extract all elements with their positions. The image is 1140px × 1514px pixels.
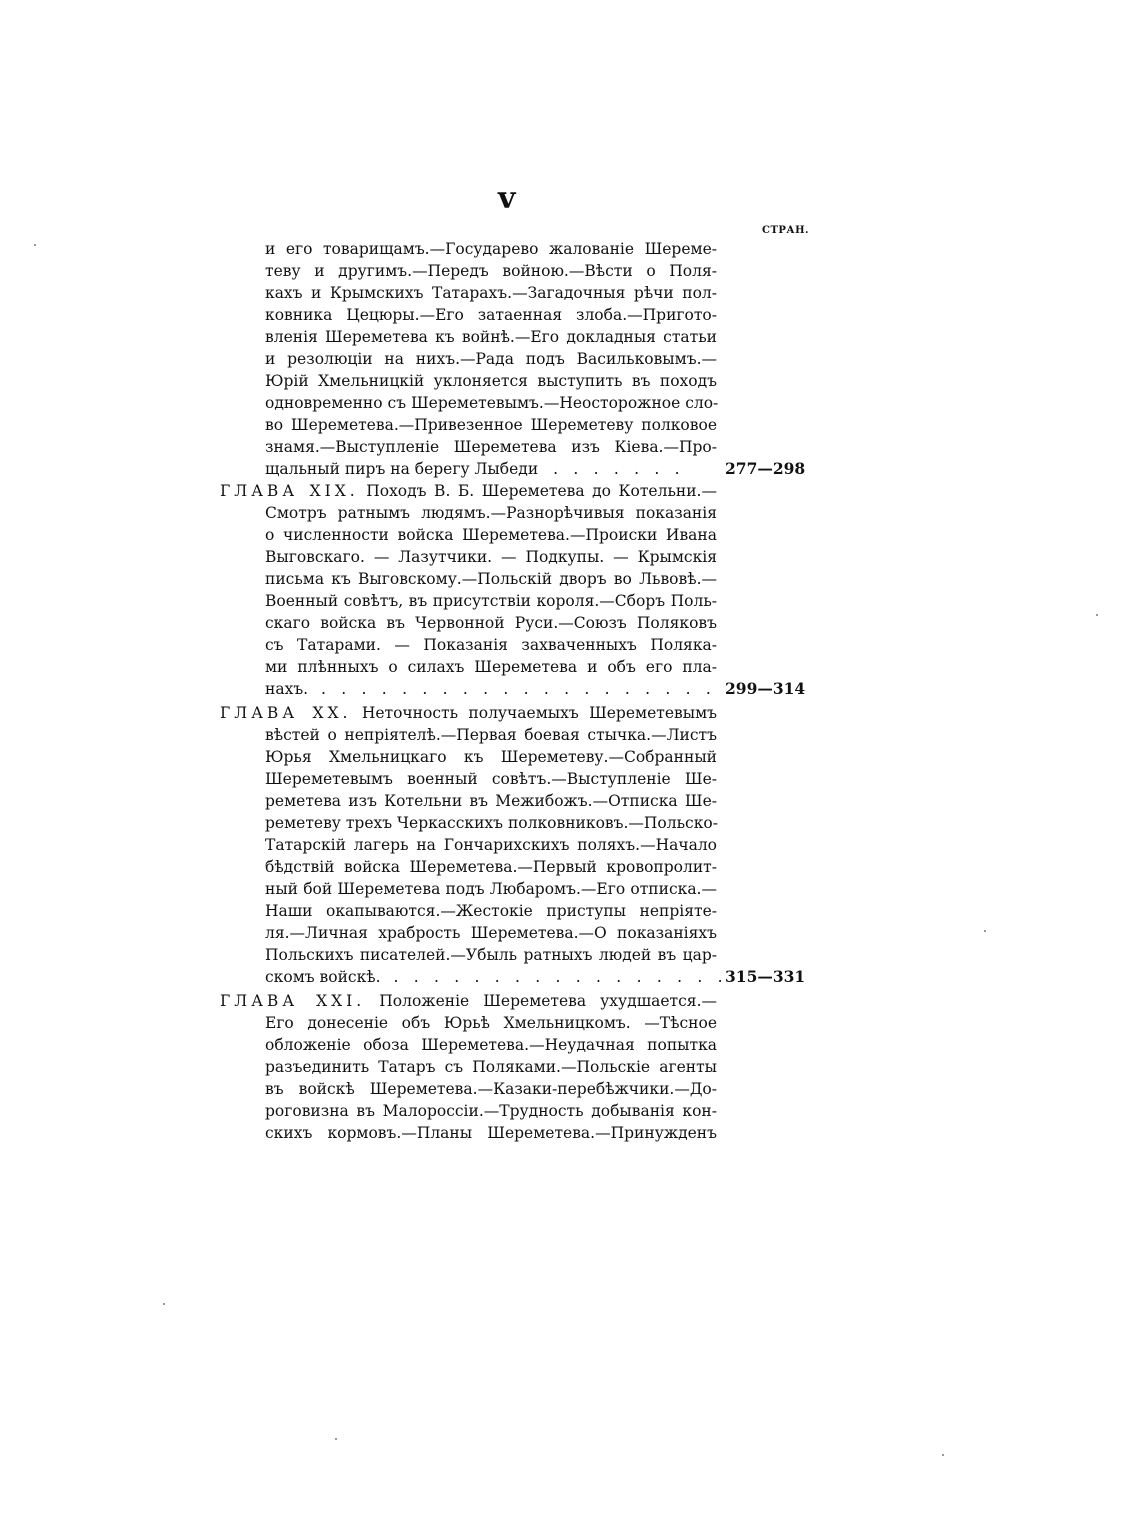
- chapter-title: Походъ В. Б. Шереметева до Котельни.—: [366, 482, 717, 500]
- toc-line: Смотръ ратнымъ людямъ.—Разнорѣчивыя показанія: [265, 504, 717, 522]
- toc-line: Военный совѣтъ, въ присутствіи короля.—Сборъ Поль-: [265, 592, 717, 610]
- toc-line: Польскихъ писателей.—Убыль ратныхъ людей въ цар-: [265, 946, 717, 964]
- toc-line: ми плѣнныхъ о силахъ Шереметева и объ его пла-: [265, 658, 717, 676]
- toc-line: Его донесеніе объ Юрьѣ Хмельницкомъ. —Тѣсное: [265, 1014, 717, 1032]
- toc-line: скихъ кормовъ.—Планы Шереметева.—Принужденъ: [265, 1124, 717, 1142]
- toc-line: теву и другимъ.—Передъ войною.—Вѣсти о Поля-: [265, 262, 717, 280]
- toc-line: и его товарищамъ.—Государево жалованіе Шереме-: [265, 240, 717, 258]
- pages-column-label: СТРАН.: [762, 225, 809, 236]
- toc-line: ковника Цецюры.—Его затаенная злоба.—Пригото-: [265, 306, 717, 324]
- toc-line: вѣстей о непріятелѣ.—Первая боевая стычка.—Листъ: [265, 726, 717, 744]
- toc-line: разъединить Татаръ съ Поляками.—Польскіе агенты: [265, 1058, 717, 1076]
- toc-line: письма къ Выговскому.—Польскій дворъ во Львовѣ.—: [265, 570, 717, 588]
- chapter-label: ГЛАВА XIX.: [220, 482, 359, 500]
- toc-line: Татарскій лагерь на Гончарихскихъ поляхъ.—Начало: [265, 836, 717, 854]
- toc-line-text: скомъ войскѣ.: [265, 968, 381, 986]
- dot-leader: . . . . . . . . . . . . . . . . . . . .: [321, 680, 716, 698]
- toc-last-line: [265, 458, 717, 480]
- chapter-heading-line: [220, 480, 717, 502]
- page-range: 315—331: [725, 967, 806, 986]
- toc-line: кахъ и Крымскихъ Татарахъ.—Загадочныя рѣчи пол-: [265, 284, 717, 302]
- scan-speck: [942, 1454, 944, 1456]
- toc-line: во Шереметева.—Привезенное Шереметеву полковое: [265, 416, 717, 434]
- chapter-label: ГЛАВА XX.: [220, 704, 352, 722]
- toc-line: реметева изъ Котельни въ Межибожъ.—Отписка Ше-: [265, 792, 717, 810]
- scan-speck: [163, 1303, 165, 1305]
- toc-line: Юрій Хмельницкій уклоняется выступить въ походъ: [265, 372, 717, 390]
- toc-line: Выговскаго. — Лазутчики. — Подкупы. — Крымскія: [265, 548, 717, 566]
- scan-speck: [335, 1438, 337, 1440]
- toc-line: въ войскѣ Шереметева.—Казаки-перебѣжчики.—До-: [265, 1080, 717, 1098]
- toc-line: и резолюціи на нихъ.—Рада подъ Васильковымъ.—: [265, 350, 717, 368]
- chapter-title: Положеніе Шереметева ухудшается.—: [379, 992, 717, 1010]
- toc-line: бѣдствій войска Шереметева.—Первый кровопролит-: [265, 858, 717, 876]
- scan-speck: [1096, 614, 1098, 616]
- dot-leader: . . . . . . .: [553, 460, 685, 478]
- toc-line: ный бой Шереметева подъ Любаромъ.—Его отписка.—: [265, 880, 717, 898]
- toc-line-text: нахъ.: [265, 680, 309, 698]
- page-range: 299—314: [725, 679, 806, 698]
- toc-line: обложеніе обоза Шереметева.—Неудачная попытка: [265, 1036, 717, 1054]
- chapter-heading-line: [220, 702, 717, 724]
- toc-line: роговизна въ Малороссіи.—Трудность добыванія кон-: [265, 1102, 717, 1120]
- toc-line: вленія Шереметева къ войнѣ.—Его докладныя статьи: [265, 328, 717, 346]
- toc-line-text: щальный пиръ на берегу Лыбеди: [265, 460, 539, 478]
- toc-line: знамя.—Выступленіе Шереметева изъ Кіева.—Про-: [265, 438, 717, 456]
- chapter-heading-line: [220, 990, 717, 1012]
- toc-line: реметеву трехъ Черкасскихъ полковниковъ.—Польско-: [265, 814, 718, 832]
- toc-line: о численности войска Шереметева.—Происки Ивана: [265, 526, 717, 544]
- chapter-label: ГЛАВА XXI.: [220, 992, 366, 1010]
- toc-line: съ Татарами. — Показанія захваченныхъ Поляка-: [265, 636, 717, 654]
- toc-line: Юрья Хмельницкаго къ Шереметеву.—Собранный: [265, 748, 717, 766]
- scan-speck: [984, 930, 986, 932]
- page-number: v: [498, 181, 516, 216]
- toc-line: Шереметевымъ военный совѣтъ.—Выступленіе Ше-: [265, 770, 717, 788]
- toc-line: скаго войска въ Червонной Руси.—Союзъ Поляковъ: [265, 614, 717, 632]
- toc-line: ля.—Личная храбрость Шереметева.—О показаніяхъ: [265, 924, 717, 942]
- toc-line: одновременно съ Шереметевымъ.—Неосторожное сло-: [265, 394, 719, 412]
- toc-last-line: [265, 966, 728, 988]
- chapter-title: Неточность получаемыхъ Шереметевымъ: [361, 704, 717, 722]
- scan-speck: [34, 244, 36, 246]
- toc-line: Наши окапываются.—Жестокіе приступы непріяте-: [265, 902, 717, 920]
- page-range: 277—298: [725, 459, 806, 478]
- toc-last-line: [265, 678, 717, 700]
- dot-leader: . . . . . . . . . . . . . . . . .: [393, 968, 728, 986]
